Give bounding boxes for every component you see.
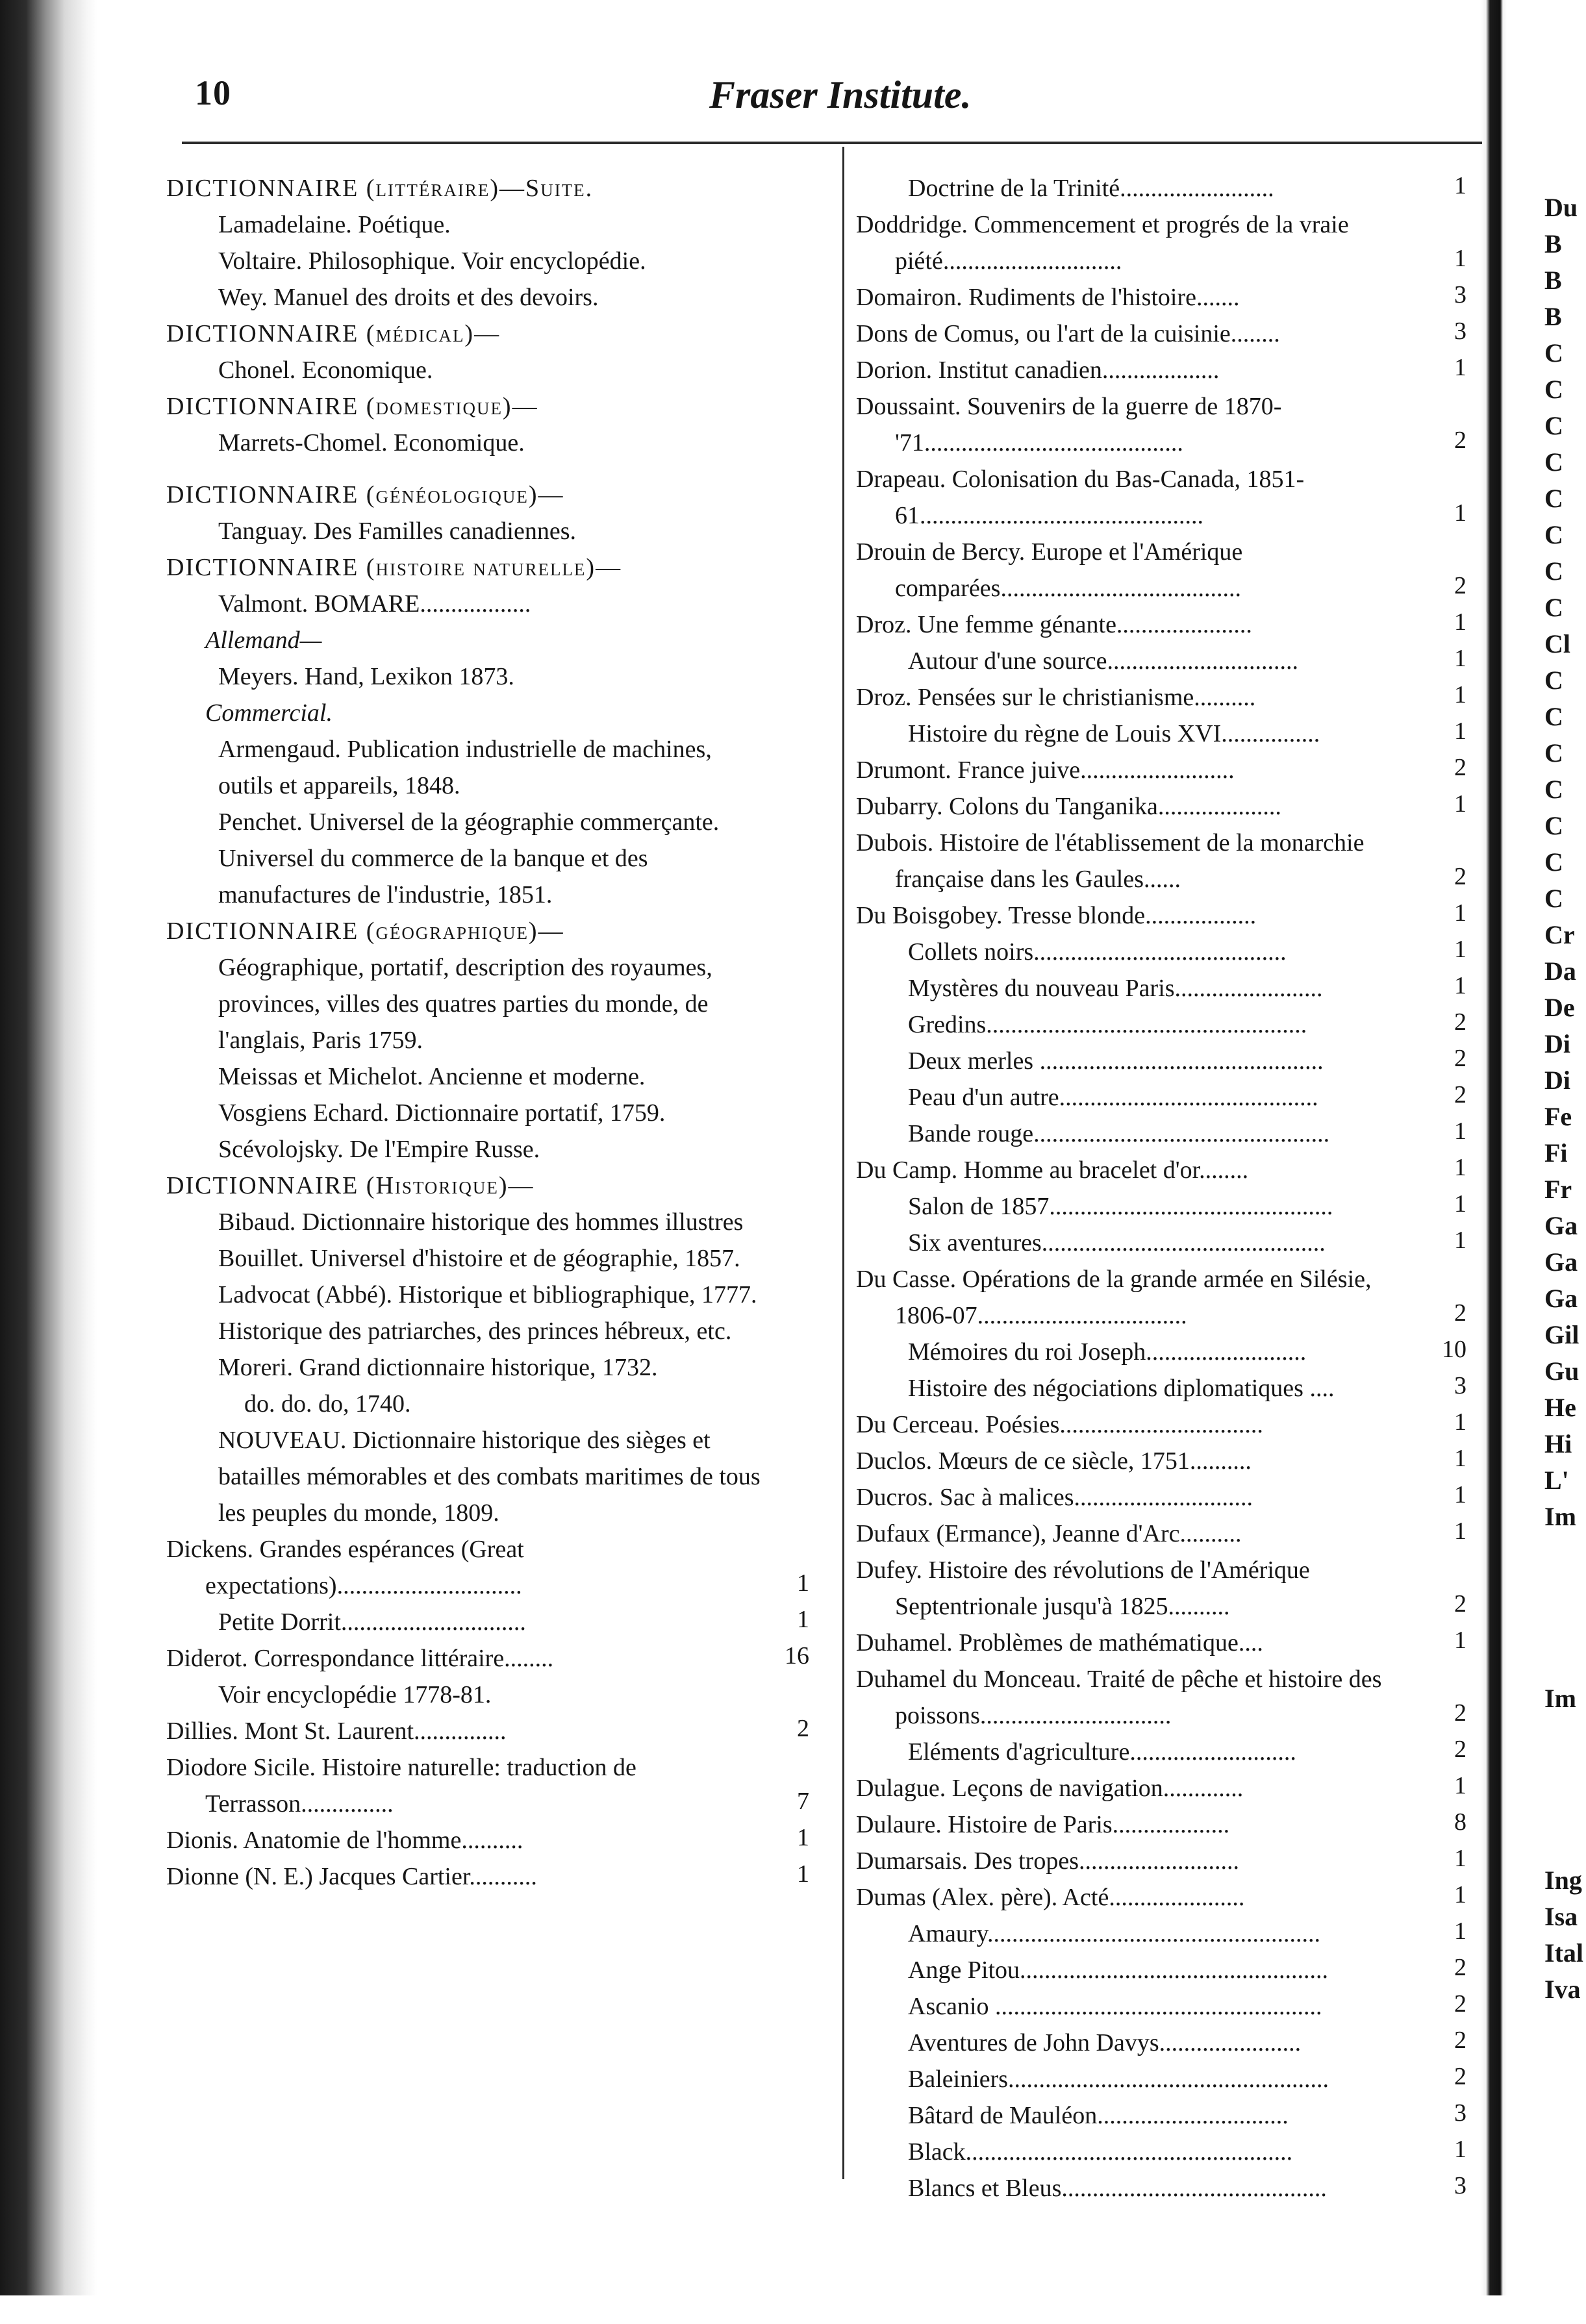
entry-text: Bâtard de Mauléon............................... bbox=[908, 2102, 1289, 2129]
entry-text: Du Cerceau. Poésies................................. bbox=[856, 1411, 1263, 1438]
entry-text: Du Casse. Opérations de la grande armée en Silésie, 1806-07.................................. bbox=[856, 1266, 1372, 1329]
entry-text: Lamadelaine. Poétique. bbox=[218, 211, 451, 238]
catalog-entry bbox=[856, 1916, 1466, 1952]
volume-count: 1 bbox=[797, 1569, 809, 1597]
entry-text: Chonel. Economique. bbox=[218, 356, 433, 384]
entry-text: Allemand— bbox=[205, 627, 322, 654]
entry-text: Voltaire. Philosophique. Voir encyclopédie. bbox=[218, 247, 646, 275]
entry-text: Drumont. France juive......................... bbox=[856, 756, 1235, 784]
entry-text: Collets noirs......................................... bbox=[908, 938, 1287, 966]
catalog-entry bbox=[856, 1661, 1466, 1734]
catalog-entry bbox=[166, 1858, 809, 1895]
entry-text: DICTIONNAIRE (littéraire)—Suite. bbox=[166, 175, 594, 202]
entry-text: Historique des patriarches, des princes hébreux, etc. bbox=[218, 1318, 732, 1345]
entry-text: DICTIONNAIRE (Historique)— bbox=[166, 1172, 535, 1199]
edge-letter: C bbox=[1544, 375, 1563, 404]
entry-text: Deux merles .............................................. bbox=[908, 1047, 1324, 1075]
catalog-entry bbox=[166, 279, 809, 316]
catalog-entry bbox=[856, 279, 1466, 316]
edge-letter: Cr bbox=[1544, 920, 1575, 949]
catalog-entry bbox=[856, 788, 1466, 825]
catalog-entry bbox=[166, 1095, 809, 1131]
volume-count: 1 bbox=[1454, 1772, 1466, 1799]
edge-letter: Isa bbox=[1544, 1902, 1578, 1931]
catalog-entry bbox=[856, 1370, 1466, 1406]
entry-text: Duclos. Mœurs de ce siècle, 1751.......... bbox=[856, 1447, 1252, 1475]
entry-text: Diderot. Correspondance littéraire........ bbox=[166, 1645, 554, 1672]
entry-text: Baleiniers.................................................... bbox=[908, 2066, 1329, 2093]
volume-count: 2 bbox=[1454, 1990, 1466, 2018]
entry-text: Dulaure. Histoire de Paris................... bbox=[856, 1811, 1230, 1838]
edge-letter: He bbox=[1544, 1393, 1576, 1422]
volume-count: 1 bbox=[1454, 972, 1466, 999]
catalog-entry bbox=[856, 1806, 1466, 1843]
catalog-entry bbox=[856, 934, 1466, 970]
catalog-entry bbox=[856, 1734, 1466, 1770]
catalog-entry bbox=[166, 731, 809, 804]
entry-text: Dionis. Anatomie de l'homme.......... bbox=[166, 1827, 523, 1854]
edge-letter: Im bbox=[1544, 1502, 1576, 1531]
catalog-entry bbox=[856, 534, 1466, 606]
entry-text: Domairon. Rudiments de l'histoire....... bbox=[856, 284, 1240, 311]
edge-letter bbox=[1544, 1644, 1586, 1681]
entry-text: Meyers. Hand, Lexikon 1873. bbox=[218, 663, 514, 690]
volume-count: 3 bbox=[1454, 2172, 1466, 2199]
volume-count: 2 bbox=[1454, 1008, 1466, 1036]
edge-letter: Ital bbox=[1544, 1938, 1583, 1968]
volume-count: 1 bbox=[1454, 1918, 1466, 1945]
catalog-entry bbox=[856, 897, 1466, 934]
volume-count: 2 bbox=[1454, 1045, 1466, 1072]
catalog-entry bbox=[166, 425, 809, 461]
catalog-entry bbox=[856, 1406, 1466, 1443]
entry-text: Bouillet. Universel d'histoire et de géographie, 1857. bbox=[218, 1245, 740, 1272]
edge-letter: B bbox=[1544, 266, 1562, 295]
volume-count: 2 bbox=[1454, 2063, 1466, 2090]
right-column bbox=[856, 170, 1466, 2293]
edge-letter: B bbox=[1544, 229, 1562, 258]
catalog-entry bbox=[856, 2134, 1466, 2170]
catalog-entry bbox=[856, 825, 1466, 897]
entry-text: Ducros. Sac à malices............................. bbox=[856, 1484, 1253, 1511]
catalog-entry bbox=[856, 2170, 1466, 2206]
entry-text: Ascanio ..................................................... bbox=[908, 1993, 1322, 2020]
catalog-entry bbox=[166, 695, 809, 731]
entry-text: Wey. Manuel des droits et des devoirs. bbox=[218, 284, 599, 311]
volume-count: 2 bbox=[1454, 1699, 1466, 1727]
volume-count: 1 bbox=[797, 1860, 809, 1888]
edge-letter: C bbox=[1544, 847, 1563, 877]
catalog-entry bbox=[166, 388, 809, 425]
catalog-entry bbox=[166, 1713, 809, 1749]
edge-letter: Ing bbox=[1544, 1866, 1582, 1895]
catalog-entry bbox=[856, 170, 1466, 206]
catalog-entry bbox=[166, 840, 809, 913]
page-header bbox=[177, 73, 1466, 132]
entry-text: Vosgiens Echard. Dictionnaire portatif, 1759. bbox=[218, 1099, 666, 1127]
volume-count: 1 bbox=[1454, 899, 1466, 927]
entry-text: Ange Pitou.................................................. bbox=[908, 1956, 1329, 1984]
entry-text: Dons de Comus, ou l'art de la cuisinie........ bbox=[856, 320, 1280, 347]
entry-text: DICTIONNAIRE (médical)— bbox=[166, 320, 501, 347]
catalog-entry bbox=[856, 1006, 1466, 1043]
entry-text: Scévolojsky. De l'Empire Russe. bbox=[218, 1136, 540, 1163]
entry-text: Diodore Sicile. Histoire naturelle: traduction de Terrasson............... bbox=[166, 1754, 636, 1818]
volume-count: 3 bbox=[1454, 1372, 1466, 1399]
entry-text: Commercial. bbox=[205, 699, 333, 727]
entry-text: Peau d'un autre.......................................... bbox=[908, 1084, 1318, 1111]
left-column bbox=[166, 170, 809, 2293]
catalog-entry bbox=[856, 1988, 1466, 2025]
catalog-entry bbox=[166, 549, 809, 586]
catalog-entry bbox=[166, 1749, 809, 1822]
edge-letter: Ga bbox=[1544, 1211, 1578, 1240]
entry-text: Eléments d'agriculture........................... bbox=[908, 1738, 1296, 1766]
edge-letter: L' bbox=[1544, 1466, 1569, 1495]
volume-count: 1 bbox=[1454, 354, 1466, 381]
catalog-entry bbox=[856, 970, 1466, 1006]
column-divider bbox=[842, 147, 844, 2179]
volume-count: 1 bbox=[1454, 645, 1466, 672]
volume-count: 1 bbox=[1454, 1227, 1466, 1254]
edge-letter: Ga bbox=[1544, 1247, 1578, 1277]
entry-text: Black..................................................... bbox=[908, 2138, 1293, 2166]
volume-count: 1 bbox=[1454, 1118, 1466, 1145]
page-number: 10 bbox=[195, 73, 231, 112]
volume-count: 2 bbox=[1454, 1736, 1466, 1763]
edge-letter: Gu bbox=[1544, 1356, 1580, 1386]
catalog-entry bbox=[166, 1313, 809, 1349]
entry-text: Doctrine de la Trinité......................... bbox=[908, 175, 1274, 202]
entry-text: Gredins.................................................... bbox=[908, 1011, 1307, 1038]
catalog-entry bbox=[856, 1479, 1466, 1516]
volume-count: 8 bbox=[1454, 1808, 1466, 1836]
entry-text: Dorion. Institut canadien................... bbox=[856, 356, 1220, 384]
catalog-entry bbox=[856, 1625, 1466, 1661]
running-title: Fraser Institute. bbox=[709, 73, 972, 116]
entry-text: Doddridge. Commencement et progrés de la vraie piété............................. bbox=[856, 211, 1349, 275]
catalog-entry bbox=[166, 1131, 809, 1168]
catalog-entry bbox=[166, 352, 809, 388]
edge-letter bbox=[1544, 1608, 1586, 1644]
entry-text: Mystères du nouveau Paris........................ bbox=[908, 975, 1323, 1002]
edge-letter: Di bbox=[1544, 1029, 1570, 1058]
volume-count: 1 bbox=[1454, 1627, 1466, 1654]
entry-text: Autour d'une source............................... bbox=[908, 647, 1299, 675]
volume-count: 10 bbox=[1442, 1336, 1466, 1363]
entry-text: Moreri. Grand dictionnaire historique, 1732. bbox=[218, 1354, 658, 1381]
catalog-entry bbox=[856, 606, 1466, 643]
adjacent-page-letters bbox=[1544, 190, 1586, 2008]
entry-text: Dulague. Leçons de navigation............. bbox=[856, 1775, 1244, 1802]
catalog-entry bbox=[166, 1677, 809, 1713]
entry-text: Géographique, portatif, description des royaumes, provinces, villes des quatres parties du monde, de l'anglais, Paris 1759. bbox=[218, 954, 712, 1054]
edge-letter: C bbox=[1544, 556, 1563, 586]
edge-letter: Da bbox=[1544, 956, 1576, 986]
catalog-entry bbox=[856, 1079, 1466, 1116]
catalog-entry bbox=[856, 2097, 1466, 2134]
catalog-entry bbox=[166, 1822, 809, 1858]
edge-letter: C bbox=[1544, 484, 1563, 513]
volume-count: 2 bbox=[1454, 1954, 1466, 1981]
edge-letter: Fe bbox=[1544, 1102, 1572, 1131]
edge-letter: Iva bbox=[1544, 1975, 1581, 2004]
volume-count: 2 bbox=[1454, 754, 1466, 781]
entry-text: Petite Dorrit.............................. bbox=[218, 1608, 526, 1636]
entry-text: Amaury...................................................... bbox=[908, 1920, 1321, 1947]
catalog-entry bbox=[166, 206, 809, 243]
volume-count: 1 bbox=[1454, 172, 1466, 199]
catalog-entry bbox=[856, 1843, 1466, 1879]
entry-text: Drouin de Bercy. Europe et l'Amérique comparées....................................... bbox=[856, 538, 1243, 602]
catalog-entry bbox=[166, 1204, 809, 1240]
entry-text: Histoire des négociations diplomatiques .... bbox=[908, 1375, 1335, 1402]
catalog-entry bbox=[856, 352, 1466, 388]
catalog-entry bbox=[856, 2025, 1466, 2061]
catalog-entry bbox=[166, 586, 809, 622]
entry-text: Dillies. Mont St. Laurent............... bbox=[166, 1718, 507, 1745]
catalog-entry bbox=[166, 1168, 809, 1204]
entry-text: Du Camp. Homme au bracelet d'or........ bbox=[856, 1156, 1249, 1184]
entry-text: Armengaud. Publication industrielle de machines, outils et appareils, 1848. bbox=[218, 736, 712, 799]
catalog-entry bbox=[166, 913, 809, 949]
catalog-entry bbox=[856, 1952, 1466, 1988]
volume-count: 16 bbox=[785, 1642, 809, 1669]
entry-text: Penchet. Universel de la géographie commerçante. bbox=[218, 808, 720, 836]
volume-count: 3 bbox=[1454, 318, 1466, 345]
volume-count: 1 bbox=[1454, 1445, 1466, 1472]
entry-text: Ladvocat (Abbé). Historique et bibliographique, 1777. bbox=[218, 1281, 757, 1308]
volume-count: 2 bbox=[1454, 1299, 1466, 1327]
entry-gap bbox=[166, 461, 809, 477]
catalog-entry bbox=[856, 1443, 1466, 1479]
volume-count: 1 bbox=[1454, 1881, 1466, 1908]
catalog-entry bbox=[166, 1240, 809, 1277]
edge-letter bbox=[1544, 1753, 1586, 1790]
volume-count: 1 bbox=[1454, 1845, 1466, 1872]
entry-text: Blancs et Bleus........................................... bbox=[908, 2175, 1327, 2202]
edge-letter: Cl bbox=[1544, 629, 1570, 658]
catalog-entry bbox=[856, 752, 1466, 788]
edge-letter: C bbox=[1544, 775, 1563, 804]
entry-text: Dumarsais. Des tropes.......................... bbox=[856, 1847, 1239, 1875]
edge-letter: C bbox=[1544, 411, 1563, 440]
catalog-entry bbox=[856, 1152, 1466, 1188]
volume-count: 2 bbox=[1454, 572, 1466, 599]
entry-text: Droz. Pensées sur le christianisme.......... bbox=[856, 684, 1256, 711]
entry-text: Dickens. Grandes espérances (Great expectations).............................. bbox=[166, 1536, 524, 1599]
volume-count: 1 bbox=[797, 1606, 809, 1633]
edge-letter: Fi bbox=[1544, 1138, 1568, 1168]
catalog-entry bbox=[856, 643, 1466, 679]
entry-text: Aventures de John Davys....................... bbox=[908, 2029, 1302, 2056]
entry-text: Dufaux (Ermance), Jeanne d'Arc.......... bbox=[856, 1520, 1242, 1547]
catalog-entry bbox=[856, 388, 1466, 461]
catalog-entry bbox=[856, 679, 1466, 716]
entry-text: DICTIONNAIRE (histoire naturelle)— bbox=[166, 554, 622, 581]
catalog-entry bbox=[166, 1422, 809, 1531]
entry-text: Bibaud. Dictionnaire historique des hommes illustres bbox=[218, 1208, 744, 1236]
volume-count: 7 bbox=[797, 1788, 809, 1815]
edge-letter bbox=[1544, 1571, 1586, 1608]
volume-count: 1 bbox=[1454, 790, 1466, 818]
volume-count: 1 bbox=[1454, 245, 1466, 272]
entry-text: Droz. Une femme génante...................... bbox=[856, 611, 1252, 638]
catalog-entry bbox=[166, 949, 809, 1058]
volume-count: 1 bbox=[1454, 1190, 1466, 1218]
edge-letter: C bbox=[1544, 702, 1563, 731]
edge-letter: Ga bbox=[1544, 1284, 1578, 1313]
edge-letter bbox=[1544, 1535, 1586, 1571]
edge-letter: B bbox=[1544, 302, 1562, 331]
catalog-entry bbox=[166, 170, 809, 206]
catalog-entry bbox=[166, 622, 809, 658]
volume-count: 2 bbox=[797, 1715, 809, 1742]
volume-count: 2 bbox=[1454, 1590, 1466, 1618]
catalog-entry bbox=[166, 513, 809, 549]
entry-text: Duhamel. Problèmes de mathématique.... bbox=[856, 1629, 1263, 1656]
entry-text: Marrets-Chomel. Economique. bbox=[218, 429, 525, 456]
volume-count: 1 bbox=[1454, 936, 1466, 963]
edge-letter: C bbox=[1544, 338, 1563, 368]
catalog-entry bbox=[856, 1116, 1466, 1152]
catalog-entry bbox=[166, 477, 809, 513]
entry-text: Duhamel du Monceau. Traité de pêche et histoire des poissons............................... bbox=[856, 1666, 1382, 1729]
catalog-entry bbox=[166, 1640, 809, 1677]
entry-text: Universel du commerce de la banque et des manufactures de l'industrie, 1851. bbox=[218, 845, 648, 908]
edge-letter bbox=[1544, 1717, 1586, 1753]
entry-text: Dubois. Histoire de l'établissement de la monarchie française dans les Gaules...... bbox=[856, 829, 1365, 893]
volume-count: 1 bbox=[1454, 681, 1466, 708]
entry-text: Histoire du règne de Louis XVI................ bbox=[908, 720, 1320, 747]
entry-text: DICTIONNAIRE (géographique)— bbox=[166, 918, 564, 945]
catalog-entry bbox=[856, 1552, 1466, 1625]
entry-text: Dufey. Histoire des révolutions de l'Amérique Septentrionale jusqu'à 1825.......... bbox=[856, 1556, 1310, 1620]
entry-text: Valmont. BOMARE.................. bbox=[218, 590, 531, 618]
edge-letter: De bbox=[1544, 993, 1575, 1022]
catalog-entry bbox=[166, 1604, 809, 1640]
edge-letter: Gil bbox=[1544, 1320, 1580, 1349]
catalog-entry bbox=[166, 804, 809, 840]
edge-letter: C bbox=[1544, 520, 1563, 549]
volume-count: 1 bbox=[1454, 608, 1466, 636]
catalog-entry bbox=[856, 1334, 1466, 1370]
edge-letter: Di bbox=[1544, 1066, 1570, 1095]
catalog-entry bbox=[856, 1043, 1466, 1079]
book-binding-shadow-left bbox=[0, 0, 97, 2324]
entry-text: DICTIONNAIRE (généologique)— bbox=[166, 481, 564, 508]
catalog-entry bbox=[856, 316, 1466, 352]
volume-count: 2 bbox=[1454, 863, 1466, 890]
entry-text: Dumas (Alex. père). Acté...................... bbox=[856, 1884, 1245, 1911]
catalog-entry bbox=[856, 1879, 1466, 1916]
entry-text: DICTIONNAIRE (domestique)— bbox=[166, 393, 538, 420]
page-bottom-margin bbox=[0, 2295, 1586, 2324]
entry-text: Dionne (N. E.) Jacques Cartier........... bbox=[166, 1863, 537, 1890]
entry-text: Drapeau. Colonisation du Bas-Canada, 1851-61.............................................. bbox=[856, 466, 1305, 529]
edge-letter: Fr bbox=[1544, 1175, 1572, 1204]
entry-text: Voir encyclopédie 1778-81. bbox=[218, 1681, 492, 1708]
catalog-entry bbox=[166, 1386, 809, 1422]
catalog-entry bbox=[166, 243, 809, 279]
catalog-entry bbox=[856, 2061, 1466, 2097]
volume-count: 1 bbox=[1454, 1481, 1466, 1508]
catalog-entry bbox=[166, 1349, 809, 1386]
catalog-entry bbox=[166, 658, 809, 695]
catalog-entry bbox=[856, 1770, 1466, 1806]
edge-letter: Hi bbox=[1544, 1429, 1572, 1458]
edge-letter bbox=[1544, 1790, 1586, 1826]
entry-text: Doussaint. Souvenirs de la guerre de 1870-'71.......................................... bbox=[856, 393, 1282, 456]
entry-text: Salon de 1857.............................................. bbox=[908, 1193, 1333, 1220]
edge-letter: Du bbox=[1544, 193, 1578, 222]
volume-count: 1 bbox=[1454, 1408, 1466, 1436]
entry-text: Meissas et Michelot. Ancienne et moderne. bbox=[218, 1063, 646, 1090]
edge-letter: C bbox=[1544, 884, 1563, 913]
volume-count: 1 bbox=[1454, 499, 1466, 527]
volume-count: 1 bbox=[1454, 2136, 1466, 2163]
volume-count: 1 bbox=[1454, 1154, 1466, 1181]
edge-letter: C bbox=[1544, 811, 1563, 840]
entry-text: Dubarry. Colons du Tanganika.................... bbox=[856, 793, 1281, 820]
volume-count: 2 bbox=[1454, 1081, 1466, 1108]
catalog-entry bbox=[856, 1225, 1466, 1261]
catalog-entry bbox=[856, 206, 1466, 279]
catalog-entry bbox=[166, 1277, 809, 1313]
volume-count: 2 bbox=[1454, 2027, 1466, 2054]
volume-count: 1 bbox=[797, 1824, 809, 1851]
volume-count: 3 bbox=[1454, 2099, 1466, 2127]
volume-count: 2 bbox=[1454, 427, 1466, 454]
entry-text: do. do. do, 1740. bbox=[244, 1390, 411, 1418]
catalog-entry bbox=[166, 1058, 809, 1095]
edge-letter: Im bbox=[1544, 1684, 1576, 1713]
edge-letter: C bbox=[1544, 666, 1563, 695]
entry-text: Mémoires du roi Joseph.......................... bbox=[908, 1338, 1307, 1366]
edge-letter: C bbox=[1544, 738, 1563, 768]
header-rule bbox=[182, 142, 1482, 144]
catalog-entry bbox=[856, 1516, 1466, 1552]
volume-count: 1 bbox=[1454, 1518, 1466, 1545]
entry-text: Bande rouge................................................ bbox=[908, 1120, 1330, 1147]
edge-letter: C bbox=[1544, 447, 1563, 477]
entry-text: Tanguay. Des Familles canadiennes. bbox=[218, 518, 576, 545]
entry-text: Six aventures.............................................. bbox=[908, 1229, 1326, 1256]
volume-count: 3 bbox=[1454, 281, 1466, 308]
entry-text: NOUVEAU. Dictionnaire historique des sièges et batailles mémorables et des combats maritimes de tous les peuples du monde, 1809. bbox=[218, 1427, 761, 1527]
catalog-entry bbox=[856, 716, 1466, 752]
catalog-entry bbox=[166, 1531, 809, 1604]
catalog-entry bbox=[856, 1261, 1466, 1334]
entry-text: Du Boisgobey. Tresse blonde.................. bbox=[856, 902, 1257, 929]
catalog-entry bbox=[856, 461, 1466, 534]
volume-count: 1 bbox=[1454, 718, 1466, 745]
catalog-entry bbox=[856, 1188, 1466, 1225]
edge-letter bbox=[1544, 1826, 1586, 1862]
catalog-entry bbox=[166, 316, 809, 352]
edge-letter: C bbox=[1544, 593, 1563, 622]
